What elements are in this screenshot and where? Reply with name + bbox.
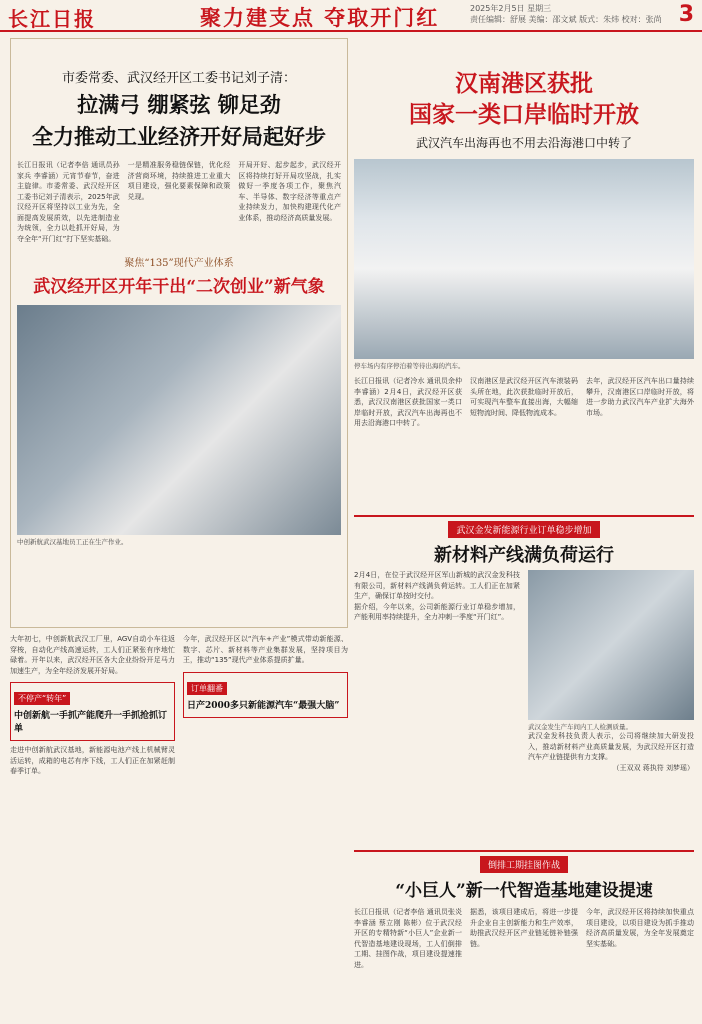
sidebox-orders-double (183, 672, 348, 718)
left-sub-headline: 武汉经开区开年干出“二次创业”新气象 (33, 277, 325, 297)
left-lower-article (10, 634, 348, 1018)
left-sub-kicker: 聚焦“135”现代产业体系 (124, 258, 234, 269)
bottom-columns (354, 907, 694, 970)
section-title: 聚力建支点 夺取开门红 (200, 5, 440, 30)
car-photo-caption: 停车场内有序停泊着等待出海的汽车。 (354, 362, 465, 370)
factory-photo-caption: 中创新航武汉基地员工正在生产作业。 (17, 538, 128, 546)
bottom-paragraph: 长江日报讯（记者李倍 通讯员张炎 李睿涵 蔡立刚 陈彬）位于武汉经开区的专精特新“小巨人”企业新一代智造基地建设现场，工人们倒排工期、挂图作战，项目建设提速推进。 (354, 908, 462, 969)
masthead-meta (470, 3, 662, 25)
left-article-columns (17, 160, 341, 244)
right-body-paragraph: 长江日报讯（记者冷水 通讯员余仲 李睿涵）2月4日，武汉经开区获悉，武汉汉南港区获批国家一类口岸临时开放，武汉汽车出海再也不用去沿海港口中转了。 (354, 377, 462, 427)
right-article-columns (354, 376, 694, 429)
bottom-tag: 倒排工期挂图作战 (480, 856, 568, 873)
bottom-headline: “小巨人”新一代智造基地建设提速 (395, 881, 653, 901)
left-lower-paragraph: 走进中创新航武汉基地，新能源电池产线上机械臂灵活运转，成箱的电芯有序下线，工人们正在加紧赶制春季订单。 (10, 746, 175, 775)
page-number: 3 (678, 2, 694, 27)
left-body-paragraph: 长江日报讯（记者李倍 通讯员孙家兵 李睿涵）元宵节春节，奋进主旋律。市委常委、武汉经开区工委书记刘子清表示，2025年武汉经开区将坚持以工业为先，全面提高发展质效，以先进制造业为统领，全力以赴抓开好局，为夺全年“开门红”打下坚实基础。 (17, 161, 120, 243)
bottom-tag-wrap (354, 852, 694, 873)
sidebox-no-stop (10, 682, 175, 741)
middle-tag-wrap (354, 517, 694, 538)
middle-article-body (354, 570, 694, 840)
middle-col-1 (354, 570, 520, 773)
sidebox-no-stop-headline: 中创新航一手抓产能爬升一手抓抢抓订单 (14, 711, 168, 734)
middle-col-2 (528, 570, 694, 773)
left-lower-paragraph: 大年初七，中创新航武汉工厂里，AGV自动小车往返穿梭，自动化产线高速运转，工人们正紧张有序地忙碌着。开年以来，武汉经开区各大企业纷纷开足马力加速生产，为全年经济发展开好局。 (10, 635, 175, 675)
car-parking-photo (354, 159, 694, 359)
left-lower-columns (10, 634, 348, 777)
left-lower-col-1 (10, 634, 175, 777)
middle-paragraph: 据介绍，今年以来，公司新能源行业订单稳步增加，产能利用率持续提升，全力冲刺一季度“开门红”。 (354, 602, 520, 621)
middle-author: （王双双 蒋执符 刘梦瑶） (612, 763, 694, 772)
sidebox-no-stop-tag: 不停产“转年” (14, 692, 70, 705)
left-lower-col-2 (183, 634, 348, 777)
middle-headline: 新材料产线满负荷运行 (434, 545, 614, 566)
left-headline-line1: 拉满弓 绷紧弦 铆足劲 (77, 92, 281, 117)
masthead (0, 0, 702, 32)
middle-article (354, 515, 694, 566)
middle-tag: 武汉金发新能源行业订单稳步增加 (448, 521, 599, 538)
middle-columns (354, 570, 694, 773)
left-kicker: 市委常委、武汉经开区工委书记刘子清： (61, 71, 296, 86)
date-line: 2025年2月5日 星期三 (470, 4, 552, 13)
bottom-paragraph: 据悉，该项目建成后，将进一步提升企业自主创新能力和生产效率，助推武汉经开区产业链延链补链强链。 (470, 908, 578, 948)
workshop-photo (528, 570, 694, 720)
right-headline-line1: 汉南港区获批 (455, 70, 593, 97)
newspaper-logo: 长江日报 (8, 7, 96, 31)
sidebox-orders-tag: 订单翻番 (187, 682, 227, 695)
bottom-article (354, 850, 694, 1018)
sidebox-orders-headline: 日产2000多只新能源汽车“最强大脑” (187, 700, 340, 711)
factory-photo (17, 305, 341, 535)
left-article (10, 38, 348, 628)
right-subhead: 武汉汽车出海再也不用去沿海港口中转了 (415, 136, 632, 150)
left-headline-line2: 全力推动工业经济开好局起好步 (32, 124, 326, 149)
left-body-paragraph: 开局开好、起步起步，武汉经开区将持续打好开局攻坚战，扎实做好一季度各项工作，聚焦汽车、半导体、数字经济等重点产业持续发力，加快构建现代化产业体系，推动经济高质量发展。 (238, 161, 342, 222)
middle-paragraph: 2月4日，在位于武汉经开区军山新城的武汉金发科技有限公司，新材料产线满负荷运转。工人们正在加紧生产，确保订单按时交付。 (354, 571, 520, 600)
middle-paragraph: 武汉金发科技负责人表示，公司将继续加大研发投入，推动新材料产业高质量发展，为武汉经开区打造汽车产业链提供有力支撑。 (528, 732, 694, 761)
right-body-paragraph: 汉南港区是武汉经开区汽车滚装码头所在地，此次获批临时开放后，可实现汽车整车直接出海，大幅缩短物流时间、降低物流成本。 (470, 377, 578, 417)
left-lower-paragraph: 今年，武汉经开区以“汽车+产业”模式带动新能源、数字、芯片、新材料等产业集群发展，坚持项目为王，推动“135”现代产业体系提质扩量。 (183, 635, 348, 664)
bottom-paragraph: 今年，武汉经开区将持续加快重点项目建设，以项目建设为抓手推动经济高质量发展，为全年发展奠定坚实基础。 (586, 908, 694, 948)
workshop-photo-caption: 武汉金发生产车间内工人检测质量。 (528, 723, 632, 731)
editor-line: 责任编辑：舒展 美编：邵文斌 版式：朱炜 校对：张尚 (470, 15, 662, 24)
right-body-paragraph: 去年，武汉经开区汽车出口量持续攀升，汉南港区口岸临时开放，将进一步助力武汉汽车产业扩大海外市场。 (586, 377, 694, 417)
right-top-article (354, 38, 694, 448)
right-headline-line2: 国家一类口岸临时开放 (409, 101, 639, 128)
left-body-paragraph: 一是精准服务稳链保链，优化经济营商环境，持续推进工业重大项目建设，强化要素保障和政策兑现。 (127, 161, 231, 201)
